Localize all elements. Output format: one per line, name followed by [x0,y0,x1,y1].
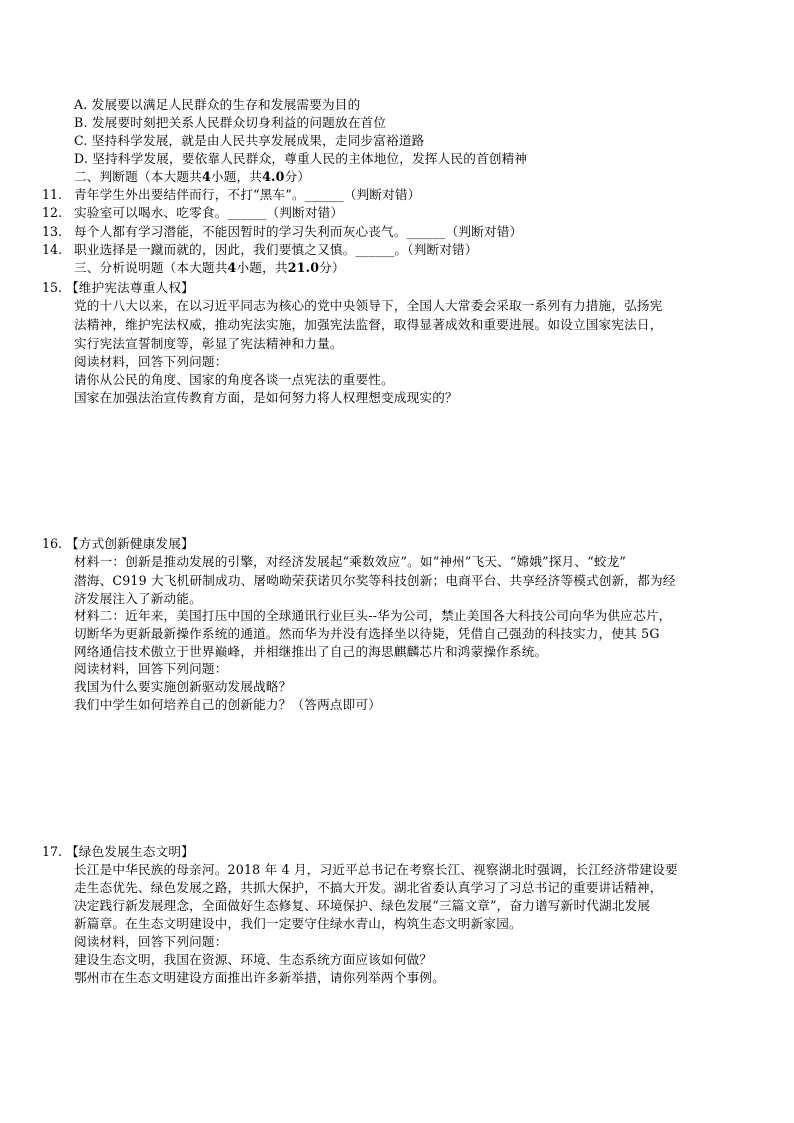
question-17-line: 阅读材料，回答下列问题： [74,934,228,949]
question-17-number: 17. [42,844,63,859]
question-11-text: 青年学生外出要结伴而行，不打“黑车”。______（判断对错） [74,187,421,202]
question-15-line: 国家在加强法治宣传教育方面，是如何努力将人权理想变成现实的？ [74,390,458,405]
question-12-number: 12. [42,205,63,220]
question-16-line: 切断华为更新最新操作系统的通道。然而华为并没有选择坐以待毙，凭借自己强劲的科技实力，使其 5G [74,626,660,641]
option-d: D. 坚持科学发展，要依靠人民群众，尊重人民的主体地位，发挥人民的首创精神 [74,151,528,166]
section-3-header-mid: 小题，共 [236,260,288,275]
question-17-title: 【绿色发展生态文明】 [66,844,194,859]
question-16-title: 【方式创新健康发展】 [66,536,194,551]
question-15-line: 阅读材料，回答下列问题： [74,354,228,369]
section-2-header [74,168,310,185]
question-16-line: 我国为什么要实施创新驱动发展战略？ [74,679,292,694]
section-3-score: 21.0 [287,260,320,275]
option-c: C. 坚持科学发展，就是由人民共享发展成果，走同步富裕道路 [74,133,425,148]
question-15-line: 实行宪法宣誓制度等，彰显了宪法精神和力量。 [74,336,343,351]
section-2-header-post: 分） [284,169,311,184]
question-17-line: 决定践行新发展理念，全面做好生态修复、环境保护、绿色发展“三篇文章”，奋力谱写新时代湖北发展 [74,898,651,913]
section-3-count: 4 [227,260,237,275]
section-3-header [74,259,345,276]
question-16-line: 我们中学生如何培养自己的创新能力？（答两点即可） [74,697,382,712]
question-16-line: 材料一：创新是推动发展的引擎，对经济发展起“乘数效应”。如“神州”飞天、“嫦娥”探月、“蛟龙” [74,554,627,569]
question-13-number: 13. [42,224,63,239]
question-17-line: 新篇章。在生态文明建设中，我们一定要守住绿水青山，构筑生态文明新家园。 [74,916,522,931]
question-11-number: 11. [42,187,63,202]
question-16-line: 济发展注入了新动能。 [74,591,202,606]
question-16-number: 16. [42,536,63,551]
section-2-header-pre: 二、判断题（本大题共 [74,169,202,184]
question-16-line: 网络通信技术傲立于世界巅峰，并相继推出了自己的海思麒麟芯片和鸿蒙操作系统。 [74,644,548,659]
question-17-line: 鄂州市在生态文明建设方面推出许多新举措，请你列举两个事例。 [74,970,446,985]
section-2-header-mid: 小题，共 [210,169,263,184]
question-17-line: 建设生态文明，我国在资源、环境、生态系统方面应该如何做？ [74,952,433,967]
question-12-text: 实验室可以喝水、吃零食。______（判断对错） [74,205,344,220]
section-3-header-post: 分） [319,260,345,275]
section-2-count: 4 [201,169,211,184]
question-15-line: 党的十八大以来，在以习近平同志为核心的党中央领导下，全国人大常委会采取一系列有力措施，弘扬宪 [74,298,663,313]
question-14-number: 14. [42,242,63,257]
question-15-line: 法精神，维护宪法权威，推动宪法实施，加强宪法监督，取得显著成效和重要进展。如设立国家宪法日， [74,317,663,332]
section-3-header-pre: 三、分析说明题（本大题共 [74,260,228,275]
question-15-title: 【维护宪法尊重人权】 [66,280,194,295]
question-13-text: 每个人都有学习潜能，不能因暂时的学习失利而灰心丧气。______（判断对错） [74,224,523,239]
question-14-text: 职业选择是一蹴而就的，因此，我们要慎之又慎。______。（判断对错） [74,242,478,257]
question-15-line: 请你从公民的角度、国家的角度各谈一点宪法的重要性。 [74,372,394,387]
question-17-line: 长江是中华民族的母亲河。2018 年 4 月，习近平总书记在考察长江、视察湖北时强调，长江经济带建设要 [74,862,678,877]
question-17-line: 走生态优先、绿色发展之路，共抓大保护，不搞大开发。湖北省委认真学习了习总书记的重要讲话精神， [74,880,663,895]
question-16-line: 潜海、C919 大飞机研制成功、屠呦呦荣获诺贝尔奖等科技创新；电商平台、共享经济等模式创新，都为经 [74,573,676,588]
question-15-number: 15. [42,280,63,295]
question-16-line: 阅读材料，回答下列问题： [74,661,228,676]
option-a: A. 发展要以满足人民群众的生存和发展需要为目的 [74,97,361,112]
option-b: B. 发展要时刻把关系人民群众切身利益的问题放在首位 [74,115,387,130]
question-16-line: 材料二：近年来，美国打压中国的全球通讯行业巨头--华为公司，禁止美国各大科技公司向华为供应芯片， [74,608,672,623]
section-2-score: 4.0 [262,169,285,184]
